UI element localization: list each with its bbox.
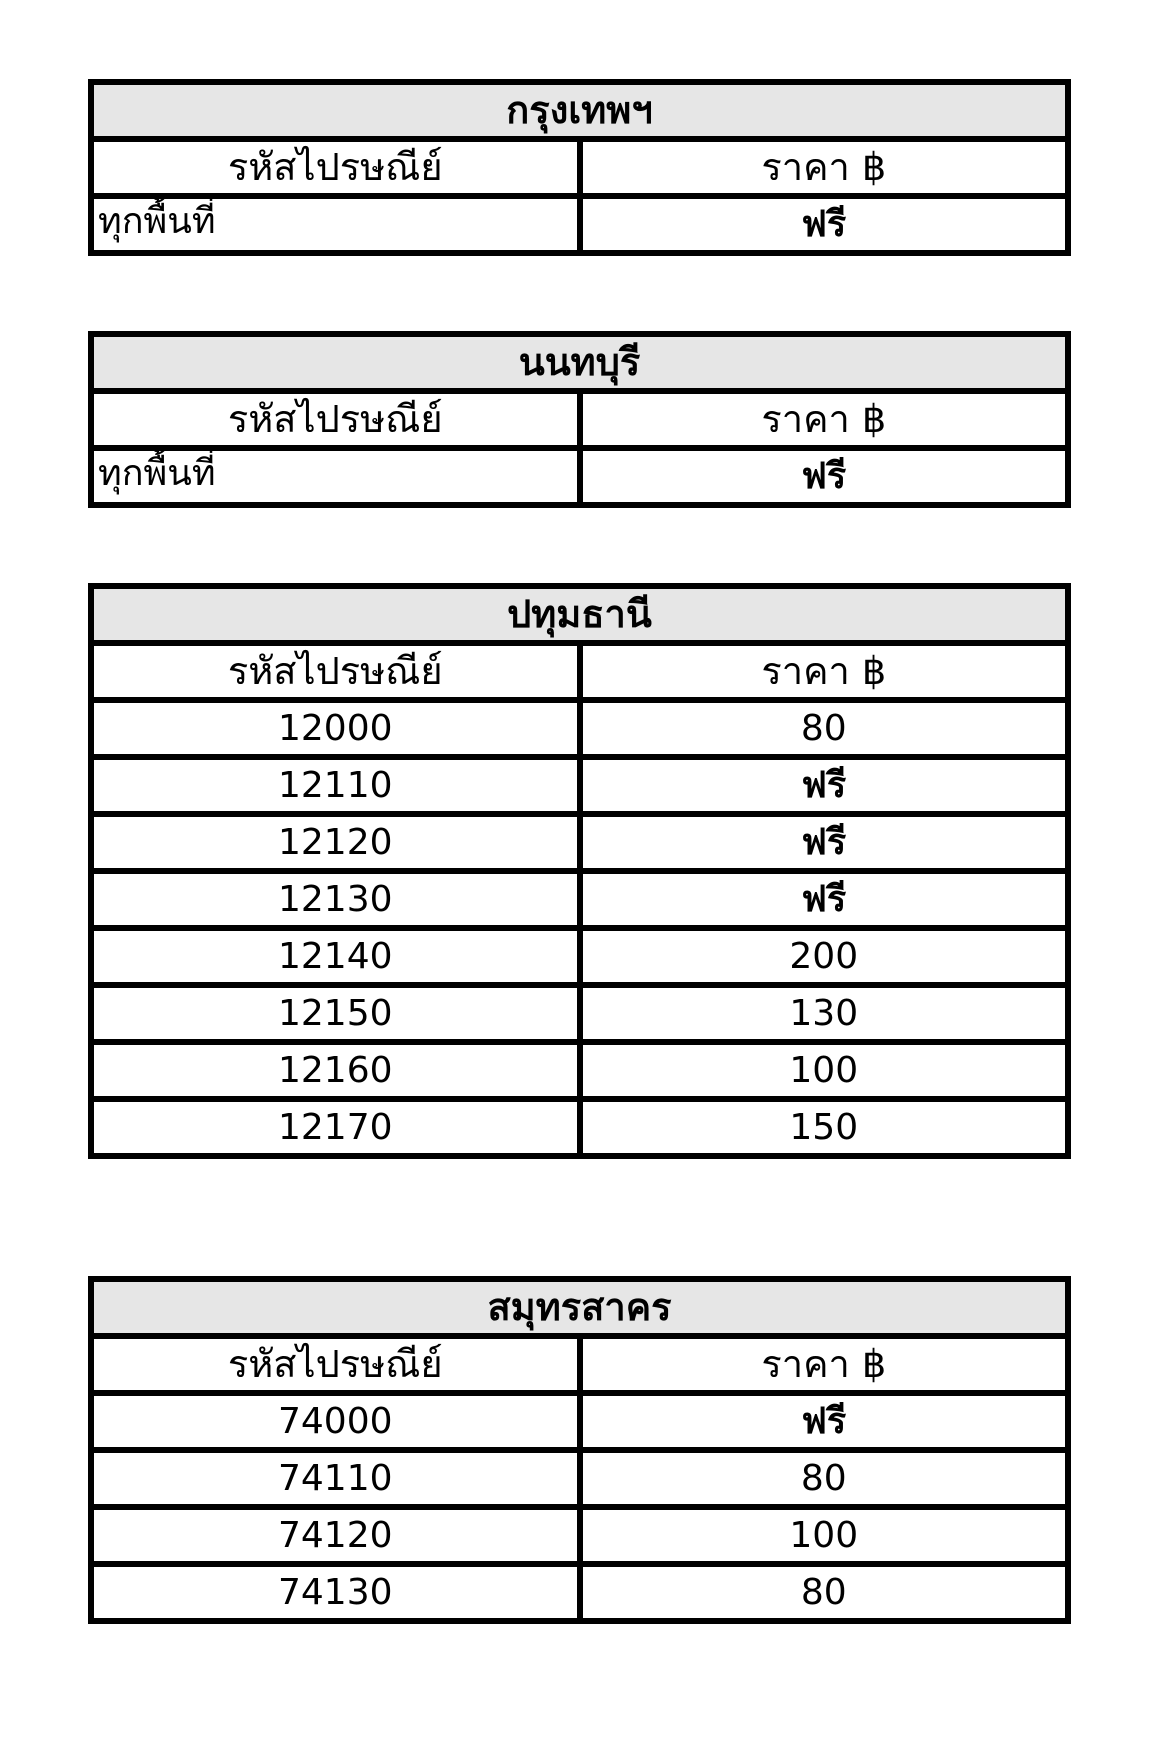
postcode-cell: 12120 xyxy=(91,814,580,871)
postcode-cell: 12160 xyxy=(91,1042,580,1099)
postcode-cell: 12000 xyxy=(91,700,580,757)
province-title: ปทุมธานี xyxy=(91,586,1068,643)
table-row xyxy=(91,700,1068,757)
price-column-header: ราคา ฿ xyxy=(580,139,1069,196)
postcode-cell: 12130 xyxy=(91,871,580,928)
price-cell: 80 xyxy=(580,1450,1069,1507)
table-row xyxy=(91,1564,1068,1621)
postcode-column-header: รหัสไปรษณีย์ xyxy=(91,643,580,700)
table-row xyxy=(91,448,1068,505)
table-title-row xyxy=(91,82,1068,139)
shipping-rate-table-samutsakhon xyxy=(88,1276,1071,1624)
postcode-cell: ทุกพื้นที่ xyxy=(91,448,580,505)
postcode-cell: 74120 xyxy=(91,1507,580,1564)
postcode-column-header: รหัสไปรษณีย์ xyxy=(91,1336,580,1393)
postcode-column-header: รหัสไปรษณีย์ xyxy=(91,391,580,448)
postcode-cell: 12140 xyxy=(91,928,580,985)
price-cell: 100 xyxy=(580,1042,1069,1099)
price-column-header: ราคา ฿ xyxy=(580,1336,1069,1393)
table-header-row xyxy=(91,139,1068,196)
province-title: สมุทรสาคร xyxy=(91,1279,1068,1336)
price-cell: 100 xyxy=(580,1507,1069,1564)
table-row xyxy=(91,985,1068,1042)
province-title: นนทบุรี xyxy=(91,334,1068,391)
postcode-cell: 12170 xyxy=(91,1099,580,1156)
table-row xyxy=(91,1450,1068,1507)
table-row xyxy=(91,757,1068,814)
postcode-cell: ทุกพื้นที่ xyxy=(91,196,580,253)
table-title-row xyxy=(91,334,1068,391)
table-row xyxy=(91,1393,1068,1450)
postcode-cell: 74130 xyxy=(91,1564,580,1621)
postcode-cell: 74110 xyxy=(91,1450,580,1507)
shipping-rate-table-pathumthani xyxy=(88,583,1071,1159)
price-cell: ฟรี xyxy=(580,814,1069,871)
table-row xyxy=(91,928,1068,985)
price-cell: 130 xyxy=(580,985,1069,1042)
province-title: กรุงเทพฯ xyxy=(91,82,1068,139)
postcode-cell: 12150 xyxy=(91,985,580,1042)
postcode-cell: 12110 xyxy=(91,757,580,814)
price-column-header: ราคา ฿ xyxy=(580,643,1069,700)
postcode-cell: 74000 xyxy=(91,1393,580,1450)
price-cell: ฟรี xyxy=(580,1393,1069,1450)
price-cell: ฟรี xyxy=(580,196,1069,253)
price-cell: ฟรี xyxy=(580,871,1069,928)
price-cell: 200 xyxy=(580,928,1069,985)
table-row xyxy=(91,196,1068,253)
table-row xyxy=(91,814,1068,871)
table-row xyxy=(91,1042,1068,1099)
postcode-column-header: รหัสไปรษณีย์ xyxy=(91,139,580,196)
table-header-row xyxy=(91,391,1068,448)
table-row xyxy=(91,871,1068,928)
table-title-row xyxy=(91,586,1068,643)
shipping-rate-table-bangkok xyxy=(88,79,1071,256)
table-row xyxy=(91,1099,1068,1156)
price-cell: 150 xyxy=(580,1099,1069,1156)
price-cell: ฟรี xyxy=(580,448,1069,505)
price-cell: ฟรี xyxy=(580,757,1069,814)
price-cell: 80 xyxy=(580,1564,1069,1621)
price-column-header: ราคา ฿ xyxy=(580,391,1069,448)
table-header-row xyxy=(91,643,1068,700)
price-cell: 80 xyxy=(580,700,1069,757)
table-title-row xyxy=(91,1279,1068,1336)
table-header-row xyxy=(91,1336,1068,1393)
table-row xyxy=(91,1507,1068,1564)
shipping-rate-table-nonthaburi xyxy=(88,331,1071,508)
